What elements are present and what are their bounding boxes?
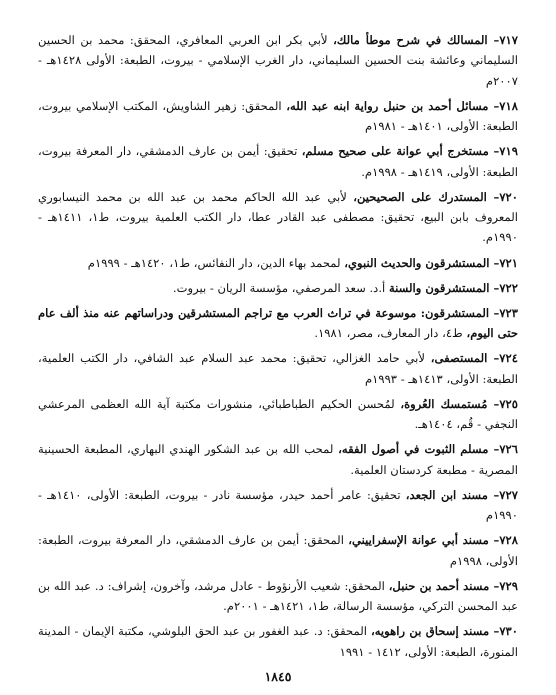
entry-title: ٧٢٢– المستشرقون والسنة xyxy=(388,280,518,295)
entry-title: ٧٢٩– مسند أحمد بن حنبل، xyxy=(388,578,518,593)
entry-details: المحقق: د. عبد الغفور بن عبد الحق البلوشي، مكتبة الإيمان - المدينة المنورة، الطبعة: الأولى، ١٤١٢ - ١٩٩١ xyxy=(38,624,518,659)
entry-title: ٧٢٧– مسند ابن الجعد، xyxy=(405,487,518,502)
entry-details: ط٤، دار المعارف، مصر، ١٩٨١. xyxy=(314,326,467,341)
entry-title: ٧٢٤– المستصفى، xyxy=(430,351,518,366)
entry-details: المحقق: شعيب الأرنؤوط - عادل مرشد، وآخرون، إشراف: د. عبد الله بن عبد المحسن التركي، مؤسسة الرسالة، ط١، ١٤٢١هـ - ٢٠٠١م. xyxy=(38,578,518,614)
entry-title: ٧٢٨– مسند أبي عوانة الإسفراييني، xyxy=(348,533,518,548)
bibliography-entry xyxy=(38,278,518,298)
entry-title: ٧٣٠– مسند إسحاق بن راهويه، xyxy=(370,624,518,639)
bibliography-entry xyxy=(38,485,518,526)
bibliography-entry xyxy=(38,621,518,662)
entry-title: ٧٢٥– مُستمسك العُروة، xyxy=(400,396,518,411)
entry-details: تحقيق: عامر أحمد حيدر، مؤسسة نادر - بيروت، الطبعة: الأولى، ١٤١٠هـ - ١٩٩٠م xyxy=(38,487,518,523)
entry-details: لأبي عبد الله الحاكم محمد بن عبد الله بن محمد النيسابوري المعروف بابن البيع، تحقيق: مصطفى عبد القادر عطا، دار الكتب العلمية بيروت، ط١، ١٤١١هـ - ١٩٩٠م. xyxy=(38,189,518,245)
entry-title: ٧٢١– المستشرقون والحديث النبوي، xyxy=(344,255,518,270)
bibliography-entry xyxy=(38,30,518,91)
bibliography-entry xyxy=(38,187,518,248)
bibliography-entry xyxy=(38,394,518,435)
entry-details: لمُحسن الحكيم الطباطبائي، منشورات مكتبة آية الله العظمى المرعشي النجفي - قُم، ١٤٠٤هـ. xyxy=(38,396,518,432)
entry-details: تحقيق: أيمن بن عارف الدمشقي، دار المعرفة بيروت، الطبعة: الأولى، ١٤١٩هـ - ١٩٩٨م. xyxy=(38,144,518,179)
bibliography-entry xyxy=(38,439,518,480)
bibliography-entry xyxy=(38,96,518,137)
entry-title: ٧٢٣– المستشرقون: موسوعة في تراث العرب مع تراجم المستشرقين ودراساتهم عنه منذ ألف عام حتى اليوم، xyxy=(38,305,518,341)
bibliography-entry xyxy=(38,530,518,571)
bibliography-list xyxy=(38,30,518,667)
entry-details: لأبي بكر ابن العربي المعافري، المحقق: محمد بن الحسين السليماني وعائشة بنت الحسين السليماني، دار الغرب الإسلامي - بيروت، الطبعة: الأولى ١٤٢٨هـ - ٢٠٠٧م xyxy=(38,33,518,88)
entry-details: لمحب الله بن عبد الشكور الهندي البهاري، المطبعة الحسينية المصرية - مطبعة كردستان العلمية. xyxy=(38,442,518,477)
bibliography-entry xyxy=(38,303,518,344)
bibliography-entry xyxy=(38,576,518,617)
entry-details: أ.د. سعد المرصفي، مؤسسة الريان - بيروت. xyxy=(172,280,389,295)
entry-title: ٧١٧– المسالك في شرح موطأ مالك، xyxy=(333,33,518,47)
entry-details: المحقق: زهير الشاويش، المكتب الإسلامي بيروت، الطبعة: الأولى، ١٤٠١هـ - ١٩٨١م xyxy=(38,98,518,134)
entry-details: المحقق: أيمن بن عارف الدمشقي، دار المعرفة بيروت، الطبعة: الأولى، ١٩٩٨م xyxy=(38,533,518,568)
entry-title: ٧٢٦– مسلم الثبوت في أصول الفقه، xyxy=(338,442,518,457)
page-number: ١٨٤٥ xyxy=(264,669,292,684)
entry-title: ٧١٩– مستخرج أبي عوانة على صحيح مسلم، xyxy=(301,144,518,159)
entry-details: لأبي حامد الغزالي، تحقيق: محمد عبد السلام عبد الشافي، دار الكتب العلمية، الطبعة: الأولى، ١٤١٣هـ - ١٩٩٣م xyxy=(38,351,518,386)
entry-details: لمحمد بهاء الدين، دار النفائس، ط١، ١٤٢٠هـ - ١٩٩٩م xyxy=(87,255,345,270)
bibliography-entry xyxy=(38,348,518,389)
entry-title: ٧١٨– مسائل أحمد بن حنبل رواية ابنه عبد الله، xyxy=(286,98,518,113)
bibliography-entry xyxy=(38,253,518,273)
bibliography-entry xyxy=(38,141,518,182)
entry-title: ٧٢٠– المستدرك على الصحيحين، xyxy=(353,189,519,204)
